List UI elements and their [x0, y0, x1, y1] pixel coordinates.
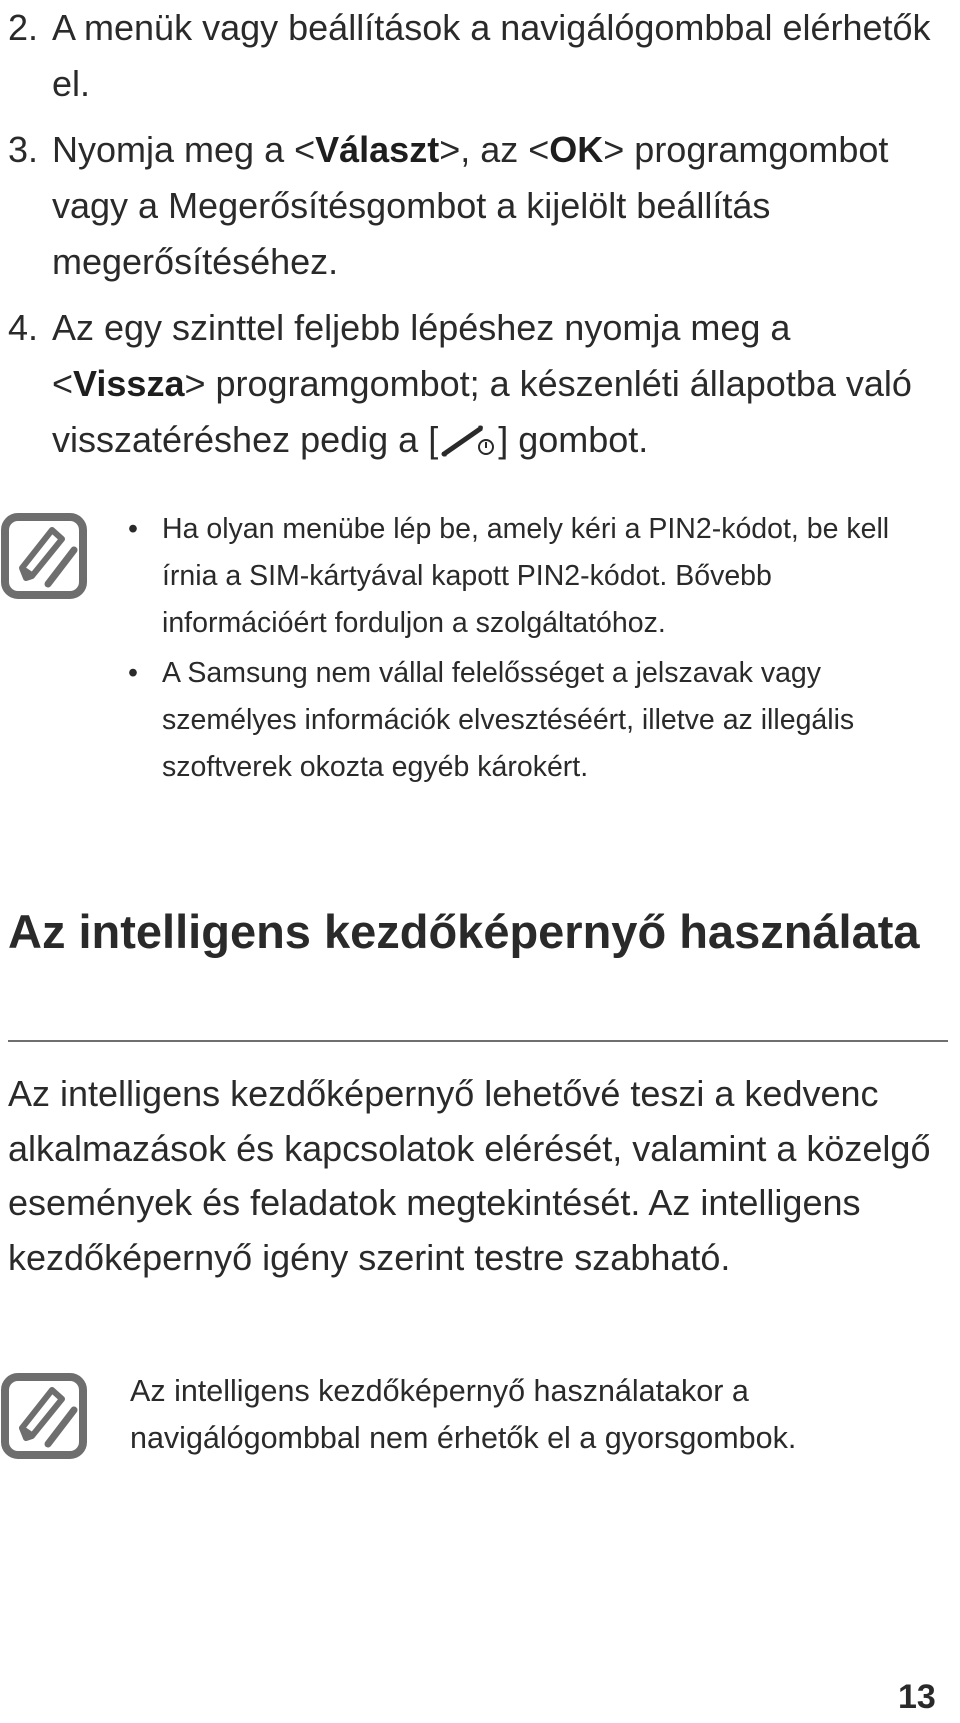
step-text: Az egy szinttel feljebb lépéshez nyomja meg a <: [52, 307, 791, 404]
note-bullet-list: [124, 506, 924, 791]
bullet-marker: •: [128, 657, 138, 689]
softkey-label-ok: OK: [549, 129, 604, 170]
step-2: [8, 0, 948, 112]
step-number: 4.: [8, 307, 39, 348]
section-heading: Az intelligens kezdőképernyő használata: [8, 905, 920, 958]
note-pencil-icon: [0, 1372, 88, 1460]
step-text: A menük vagy beállítások a navigálógombbal elérhetők el.: [52, 7, 931, 104]
step-text: >, az <: [439, 129, 550, 170]
note-bullet-text: Ha olyan menübe lép be, amely kéri a PIN2-kódot, be kell írnia a SIM-kártyával kapott PIN2-kódot. Bővebb információért forduljon a szolgáltatóhoz.: [162, 513, 890, 639]
step-text: > programgombot; a készenléti állapotba való visszatéréshez pedig a [: [52, 363, 912, 460]
step-4: [8, 300, 948, 468]
section-body-text: Az intelligens kezdőképernyő lehetővé teszi a kedvenc alkalmazások és kapcsolatok elérését, valamint a közelgő események és feladatok megtekintését. Az intelligens kezdőképernyő igény szerint testre szabható.: [8, 1073, 931, 1278]
note-bullet-item: [124, 506, 924, 647]
bullet-marker: •: [128, 513, 138, 545]
step-text: Nyomja meg a <: [52, 129, 316, 170]
steps-list: [8, 0, 948, 468]
step-3: [8, 122, 948, 290]
end-key-icon: [438, 420, 498, 460]
heading-divider: [8, 1040, 948, 1042]
step-number: 3.: [8, 129, 39, 170]
step-text: > programgombot vagy a Megerősítésgombot a kijelölt beállítás megerősítéséhez.: [52, 129, 889, 282]
softkey-label-vissza: Vissza: [73, 363, 185, 404]
page-number: 13: [898, 1678, 936, 1716]
step-text: ] gombot.: [498, 419, 649, 460]
note-pencil-icon: [0, 512, 88, 600]
step-number: 2.: [8, 7, 39, 48]
note-bullet-item: [124, 650, 924, 791]
note-text: Az intelligens kezdőképernyő használatakor a navigálógombbal nem érhetők el a gyorsgombok.: [130, 1374, 797, 1455]
softkey-label-valaszt: Választ: [315, 129, 440, 170]
note-bullet-text: A Samsung nem vállal felelősséget a jelszavak vagy személyes információk elvesztéséért, illetve az illegális szoftverek okozta egyéb károkért.: [162, 657, 855, 783]
